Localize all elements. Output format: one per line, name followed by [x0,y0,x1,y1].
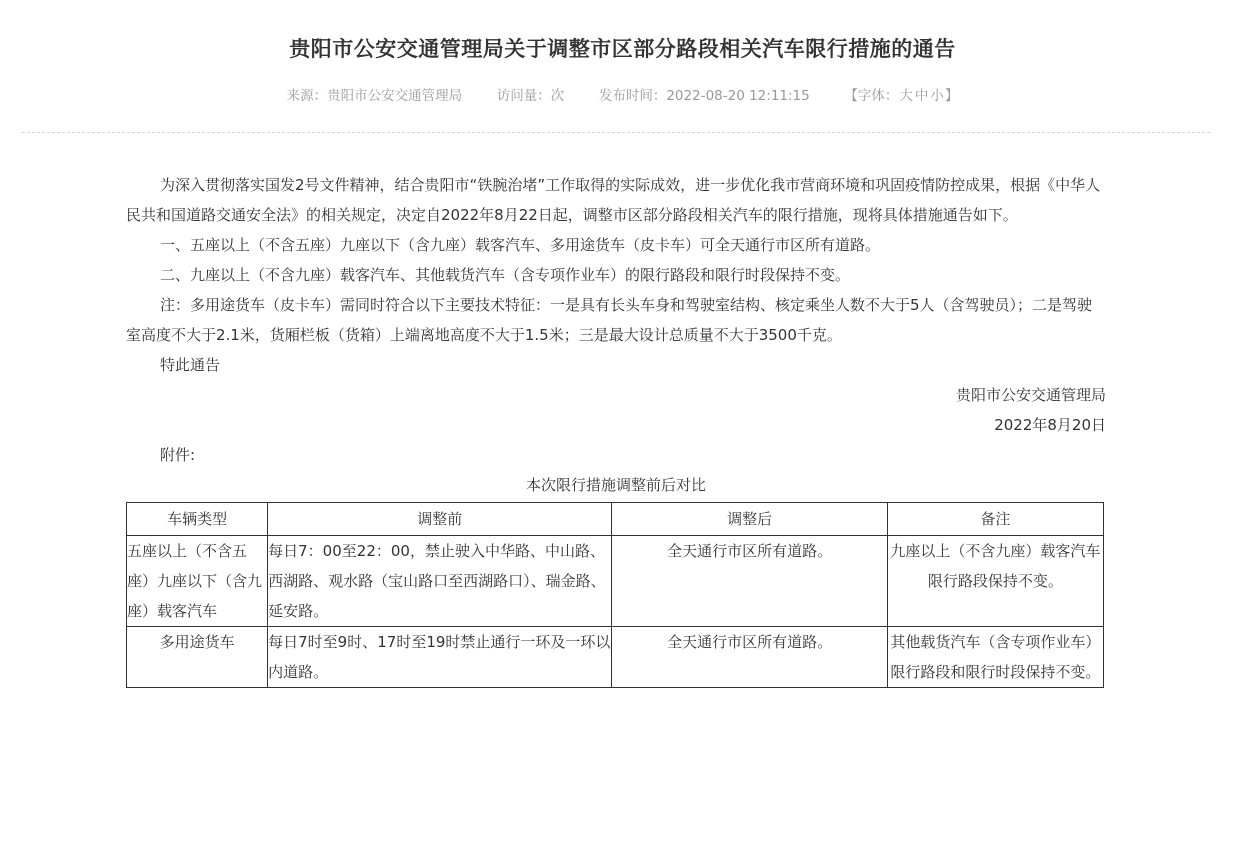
measure-item-2: 二、九座以上（不含九座）载客汽车、其他载货汽车（含专项作业车）的限行路段和限行时段保持不变。 [160,266,851,284]
page-title: 贵阳市公安交通管理局关于调整市区部分路段相关汽车限行措施的通告 [289,37,956,61]
note-paragraph: 注：多用途货车（皮卡车）需同时符合以下主要技术特征：一是具有长头车身和驾驶室结构、核定乘坐人数不大于5人（含驾驶员）；二是驾驶室高度不大于2.1米，货厢栏板（货箱）上端离地高度不大于1.5米；三是最大设计总质量不大于3500千克。 [126,296,1093,344]
font-large-button[interactable]: 大 [899,88,913,104]
header-remark: 备注 [887,503,1103,536]
font-medium-button[interactable]: 中 [914,88,929,104]
issue-date: 2022年8月20日 [994,416,1106,434]
cell-before: 每日7时至9时、17时至19时禁止通行一环及一环以内道路。 [268,627,612,688]
intro-paragraph: 为深入贯彻落实国发2号文件精神，结合贵阳市“铁腕治堵”工作取得的实际成效，进一步优化我市营商环境和巩固疫情防控成果，根据《中华人民共和国道路交通安全法》的相关规定，决定自2022年8月22日起，调整市区部分路段相关汽车的限行措施，现将具体措施通告如下。 [126,176,1101,224]
publish-time: 发布时间：2022-08-20 12:11:15 [598,88,810,104]
cell-vehicle-type: 五座以上（不含五座）九座以下（含九座）载客汽车 [127,536,268,627]
cell-after: 全天通行市区所有道路。 [612,536,887,627]
font-small-button[interactable]: 小 [930,88,944,104]
table-header-row [127,503,1104,536]
source-label: 来源：贵阳市公安交通管理局 [286,88,463,104]
table-caption: 本次限行措施调整前后对比 [525,476,706,494]
attachment-label: 附件: [160,446,196,464]
article-body [126,170,1106,688]
cell-vehicle-type: 多用途货车 [127,627,268,688]
issuer-signature: 贵阳市公安交通管理局 [955,386,1106,404]
font-size-control [844,86,958,106]
cell-remark: 其他载货汽车（含专项作业车）限行路段和限行时段保持不变。 [887,627,1103,688]
font-size-prefix: 【字体： [844,88,899,104]
header-divider [22,132,1210,133]
table-row [127,536,1104,627]
measure-item-1: 一、五座以上（不含五座）九座以下（含九座）载客汽车、多用途货车（皮卡车）可全天通行市区所有道路。 [160,236,881,254]
font-size-suffix: 】 [944,88,959,104]
closing-text: 特此通告 [160,356,221,374]
article-meta [0,86,1245,106]
table-row [127,627,1104,688]
header-after: 调整后 [612,503,887,536]
header-before: 调整前 [268,503,612,536]
cell-after: 全天通行市区所有道路。 [612,627,887,688]
comparison-table [126,502,1104,688]
header-vehicle-type: 车辆类型 [127,503,268,536]
cell-remark: 九座以上（不含九座）载客汽车限行路段保持不变。 [887,536,1103,627]
visit-count: 访问量：次 [496,88,565,104]
cell-before: 每日7：00至22：00，禁止驶入中华路、中山路、西湖路、观水路（宝山路口至西湖路口）、瑞金路、延安路。 [268,536,612,627]
